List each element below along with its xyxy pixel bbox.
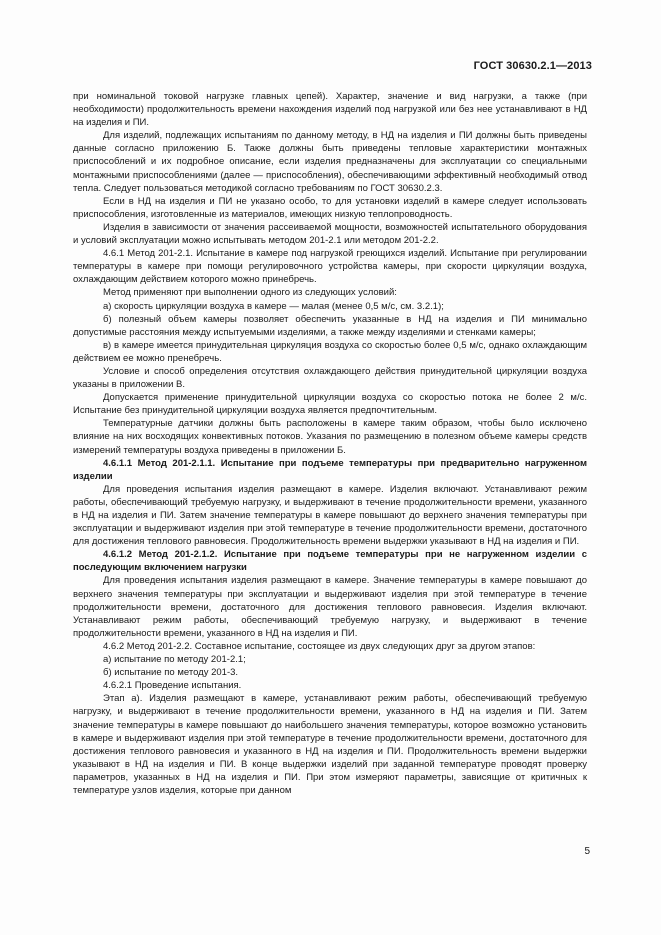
page-number: 5 [584, 846, 590, 857]
document-code-header: ГОСТ 30630.2.1—2013 [473, 60, 592, 72]
section-4-6-2-1: 4.6.2.1 Проведение испытания. [103, 680, 242, 692]
paragraph: Этап а). Изделия размещают в камере, устанавливают режим работы, обеспечивающий требуемую нагрузку, и выдерживают в течение продолжительности времени, указанного в НД на изделия и ПИ. Затем значение температуры в камере повышают до наибольшего значения температуры, которое возможно установить в камере и выдерживают изделия при этой температуре в течение продолжительности времени, достаточного для достижения теплового равновесия и указанного в НД на изделия и ПИ. Продолжительность времени выдержки указывают в НД на изделия и ПИ. В конце выдержки изделий при заданной температуре проводят проверку параметров, указанных в НД на изделия и ПИ. При этом измеряют параметры, зависящие от критичных к температуре узлов изделия, которые при данном [73, 693, 587, 796]
paragraph: Изделия в зависимости от значения рассеиваемой мощности, возможностей испытательного оборудования и условий эксплуатации можно испытывать методом 201-2.1 или методом 201-2.2. [73, 221, 587, 247]
paragraph: Для проведения испытания изделия размещают в камере. Значение температуры в камере повышают до верхнего значения температуры при эксплуатации и выдерживают изделия при этой температуре в течение продолжительности времени, достаточного для достижения теплового равновесия. Изделия включают. Устанавливают режим работы, обеспечивающий требуемую нагрузку, и выдерживают в течение продолжительности времени, указанного в НД на изделия и ПИ. [73, 575, 587, 639]
list-item: в) в камере имеется принудительная циркуляция воздуха со скоростью более 0,5 м/с, однако охлаждающим действием ее можно пренебречь. [73, 339, 587, 364]
paragraph: Допускается применение принудительной циркуляции воздуха со скоростью потока не более 2 м/с. Испытание без принудительной циркуляции воздуха является предпочтительным. [73, 392, 587, 417]
section-4-6-1: 4.6.1 Метод 201-2.1. Испытание в камере под нагрузкой греющихся изделий. Испытание при регулировании температуры в камере при помощи регулировочного устройства камеры, при скорости циркуляции воздуха, охлаждающим действием которого можно принебречь. [73, 248, 587, 286]
section-4-6-2: 4.6.2 Метод 201-2.2. Составное испытание, состоящее из двух следующих друг за другом этапов: [103, 640, 536, 652]
section-heading-4-6-1-2: 4.6.1.2 Метод 201-2.1.2. Испытание при подъеме температуры при не нагруженном изделии с последующим включением нагрузки [73, 549, 587, 574]
list-item: б) полезный объем камеры позволяет обеспечить указанные в НД на изделия и ПИ минимально допустимые расстояния между испытуемыми изделиями, а также между изделиями и стенками камеры; [73, 313, 587, 338]
list-item: а) испытание по методу 201-2.1; [103, 654, 246, 666]
paragraph: при номинальной токовой нагрузке главных цепей). Характер, значение и вид нагрузки, а также (при необходимости) продолжительность времени нахождения изделий под нагрузкой или без нее устанавливают в НД на изделия и ПИ. [73, 91, 587, 129]
paragraph: Метод применяют при выполнении одного из следующих условий: [103, 287, 397, 299]
list-item: б) испытание по методу 201-3. [103, 667, 239, 679]
paragraph: Если в НД на изделия и ПИ не указано особо, то для установки изделий в камере следует использовать приспособления, изготовленные из материалов, имеющих низкую теплопроводность. [73, 195, 587, 220]
list-item: а) скорость циркуляции воздуха в камере — малая (менее 0,5 м/с, см. 3.2.1); [103, 300, 444, 312]
paragraph: Для изделий, подлежащих испытаниям по данному методу, в НД на изделия и ПИ должны быть приведены данные согласно приложению Б. Также должны быть приведены тепловые характеристики монтажных приспособлений и их подробное описание, если изделия предназначены для эксплуатации со специальными монтажными приспособлениями (далее — приспособления), обеспечивающими эффективный необходимый отвод тепла. Следует пользоваться методикой согласно требованиям по ГОСТ 30630.2.3. [73, 130, 587, 194]
paragraph: Условие и способ определения отсутствия охлаждающего действия принудительной циркуляции воздуха указаны в приложении В. [73, 365, 587, 391]
section-heading-4-6-1-1: 4.6.1.1 Метод 201-2.1.1. Испытание при подъеме температуры при предварительно нагруженном изделии [73, 457, 587, 482]
paragraph: Температурные датчики должны быть расположены в камере таким образом, чтобы было исключено влияние на них восходящих конвективных потоков. Указания по размещению в полезном объеме камеры средств измерений температуры воздуха приведены в приложении Б. [73, 418, 587, 456]
document-body [73, 90, 587, 797]
paragraph: Для проведения испытания изделия размещают в камере. Изделия включают. Устанавливают режим работы, обеспечивающий требуемую нагрузку, и выдерживают в течение продолжительности времени, указанного в НД на изделия и ПИ. Затем значение температуры в камере повышают до верхнего значения температуры при эксплуатации и выдерживают изделия при этой температуре в течение продолжительности времени, достаточного для достижения теплового равновесия. Продолжительность времени выдержки указывают в НД на изделия и ПИ. [73, 483, 587, 548]
